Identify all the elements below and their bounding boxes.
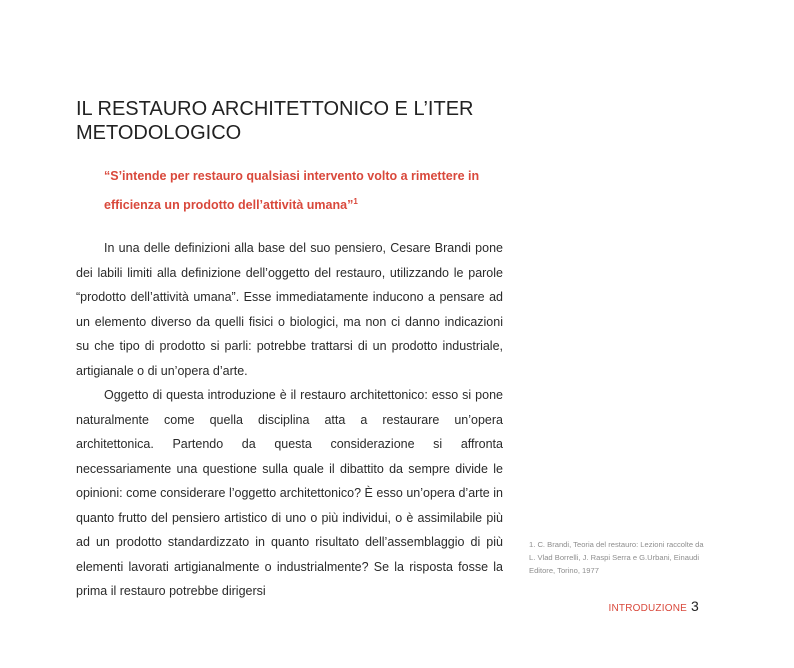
epigraph-quote (104, 163, 504, 218)
body-text (76, 236, 503, 604)
running-footer (608, 598, 699, 614)
paragraph: Oggetto di questa introduzione è il restauro architettonico: esso si pone naturalmente come quella disciplina atta a restaurare un’opera architettonica. Partendo da questa considerazione si affronta necessariamente una questione sulla quale il dibattito da sempre divide le opinioni: come considerare l’oggetto architettonico? È esso un’opera d’arte in quanto frutto del pensiero artistico di uno o più individui, o è assimilabile più ad un prodotto standardizzato in quanto risultato dell’assemblaggio di più elementi lavorati artigianalmente o industrialmente? Se la risposta fosse la prima il restauro potrebbe dirigersi (76, 388, 503, 598)
footnote: 1. C. Brandi, Teoria del restauro: Lezioni raccolte da L. Vlad Borrelli, J. Raspi Serra e G.Urbani, Einaudi Editore, Torino, 1977 (529, 540, 704, 575)
footnote-ref: 1 (353, 197, 358, 206)
paragraph: In una delle definizioni alla base del suo pensiero, Cesare Brandi pone dei labili limiti alla definizione dell’oggetto del restauro, utilizzando le parole “prodotto dell’attività umana”. Esse immediatamente inducono a pensare ad un elemento diverso da quelli fisici o biologici, ma non ci danno indicazioni su che tipo di prodotto si parli: potrebbe trattarsi di un prodotto industriale, artigianale o di un’opera d’arte. (76, 241, 503, 378)
page-number: 3 (691, 598, 699, 614)
footer-section-label: INTRODUZIONE (608, 603, 687, 614)
quote-text: “S’intende per restauro qualsiasi intervento volto a rimettere in efficienza un prodotto dell’attività umana” (104, 169, 480, 212)
page-title: IL RESTAURO ARCHITETTONICO E L’ITER METODOLOGICO (76, 98, 474, 144)
